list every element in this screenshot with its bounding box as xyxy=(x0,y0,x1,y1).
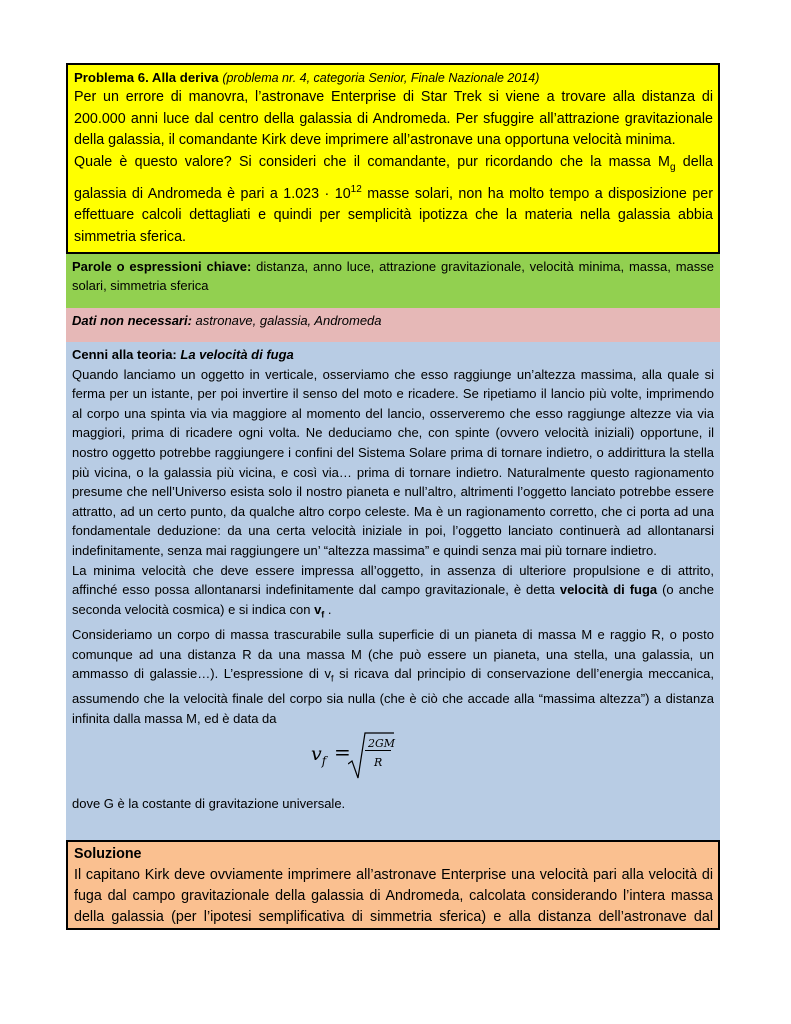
keywords-text: distanza, anno luce, attrazione gravitazionale, velocità minima, massa, masse solari, simmetria sferica xyxy=(72,259,714,293)
formula-f-sub: f xyxy=(321,754,327,769)
solution-box xyxy=(66,840,720,930)
problem-text-2c: masse solari, non ha molto tempo a disposizione per effettuare calcoli dettagliati e quindi per semplicità ipotizza che la materia nella galassia abbia simmetria sferica. xyxy=(74,185,713,245)
unnecessary-data-box xyxy=(66,308,720,342)
theory-heading xyxy=(72,345,714,365)
vf-subscript-2: f xyxy=(331,673,334,684)
theory-label: Cenni alla teoria: xyxy=(72,347,181,362)
theory-p3b: si ricava dal principio di conservazione dell’energia meccanica, assumendo che la velocità finale del corpo sia nulla (che è ciò che accade alla “massima altezza”) a distanza infinita dalla massa M, ed è data da xyxy=(72,666,714,726)
solution-heading: Soluzione xyxy=(74,846,142,862)
theory-p2c: . xyxy=(324,601,332,617)
problem-title: Problema 6. Alla deriva xyxy=(74,70,219,85)
solution-label xyxy=(74,844,713,865)
theory-p2b: (o anche seconda velocità cosmica) e si indica con xyxy=(72,582,714,617)
problem-statement xyxy=(74,87,713,249)
formula-denominator: R xyxy=(374,756,383,770)
theory-paragraph-2 xyxy=(72,561,714,625)
theory-paragraph-1: Quando lanciamo un oggetto in verticale, osserviamo che esso raggiunge un’altezza massima, alla quale si ferma per un istante, per poi invertire il senso del moto e ricadere. Se ripetiamo il lancio più volte, imprimendo al corpo una spinta via via maggiore al momento del lancio, osserveremo che esso raggiunge altezze via via maggiori, prima di ricadere ogni volta. Ne deduciamo che, con spinte (ovvero velocità iniziali) opportune, il nostro oggetto potrebbe raggiungere i confini del Sistema Solare prima di tornare indietro, o addirittura la stella più vicina, o la galassia più vicina, e così via… prima di tornare indietro. Naturalmente questo ragionamento presume che nell’Universo esista solo il nostro pianeta e null’altro, altrimenti l’oggetto lanciato potrebbe essere attratto, ad un certo punto, da qualche altro corpo celeste. Ma è un ragionamento corretto, che ci porta ad una fondamentale deduzione: da una certa velocità iniziale in poi, l’oggetto lanciato continuerà ad allontanarsi indefinitamente, senza mai raggiungere un’ “altezza massima” e quindi senza mai più tornare indietro. xyxy=(72,366,714,558)
problem-text-2a: Quale è questo valore? Si consideri che il comandante, pur ricordando che la massa M xyxy=(74,154,670,171)
solution-text: Il capitano Kirk deve ovviamente imprimere all’astronave Enterprise una velocità pari alla velocità di fuga dal campo gravitazionale della galassia di Andromeda, calcolata considerando l’intera massa della galassia (per l’ipotesi semplificativa di simmetria sferica) e alla distanza dell’astronave dal xyxy=(74,867,713,925)
theory-paragraph-4: dove G è la costante di gravitazione universale. xyxy=(72,796,346,812)
problem-box xyxy=(66,63,720,254)
formula-numerator: 2GM xyxy=(368,737,396,751)
vf-subscript: f xyxy=(321,609,325,620)
keywords-label: Parole o espressioni chiave: xyxy=(72,259,252,274)
theory-p3a: Consideriamo un corpo di massa trascurabile sulla superficie di un pianeta di massa M e raggio R, o posto comunque ad una distanza R da una massa M (che può essere un pianeta, una stella, una galassia, un ammasso di galassie…). L’espressione di v xyxy=(72,626,714,682)
theory-box xyxy=(66,342,720,840)
keywords-box xyxy=(66,254,720,308)
formula-lhs xyxy=(311,745,326,771)
theory-p2a: La minima velocità che deve essere impressa all’oggetto, in assenza di ulteriore propulsione e di attrito, affinché esso possa allontanarsi indefinitamente dal campo gravitazionale, è detta xyxy=(72,562,714,598)
unnecessary-label: Dati non necessari: xyxy=(72,313,192,328)
formula-equals: = xyxy=(334,740,351,765)
formula-v: v xyxy=(311,743,322,766)
problem-subtitle: (problema nr. 4, categoria Senior, Finale Nazionale 2014) xyxy=(222,71,540,85)
unnecessary-text: astronave, galassia, Andromeda xyxy=(191,313,382,328)
problem-text-2b: della galassia di Andromeda è pari a 1.023 · 10 xyxy=(74,154,713,202)
problem-text-2 xyxy=(74,152,713,248)
problem-text-1: Per un errore di manovra, l’astronave Enterprise di Star Trek si viene a trovare alla distanza di 200.000 anni luce dal centro della galassia di Andromeda. Per sfuggire all’attrazione gravitazionale della galassia, il comandante Kirk deve imprimere all’astronave una opportuna velocità minima. xyxy=(74,89,713,149)
mass-subscript: g xyxy=(669,161,676,173)
theory-paragraph-3 xyxy=(72,625,714,729)
escape-velocity-term: velocità di fuga xyxy=(559,582,658,598)
theory-topic: La velocità di fuga xyxy=(180,347,294,362)
problem-heading xyxy=(74,69,713,87)
vf-symbol: v xyxy=(314,601,322,617)
fraction-bar xyxy=(365,750,391,751)
escape-velocity-formula xyxy=(72,728,714,786)
exponent-superscript: 12 xyxy=(350,183,362,195)
